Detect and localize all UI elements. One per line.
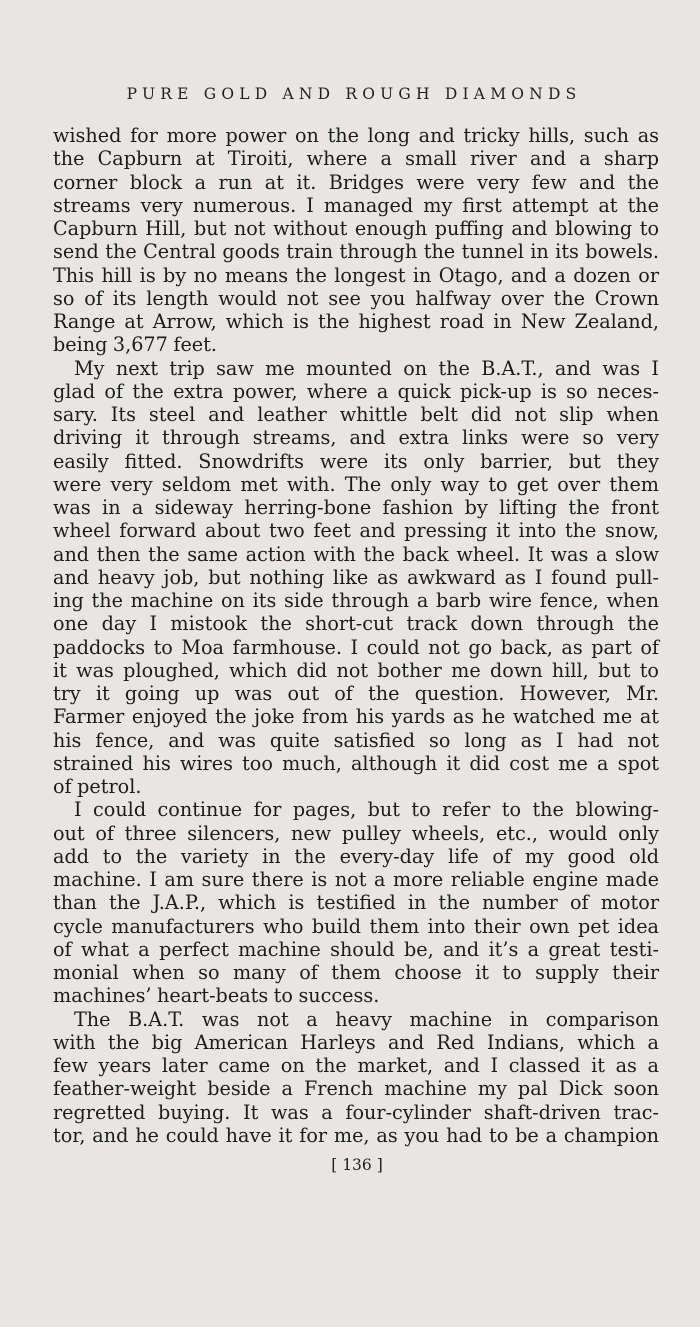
text-line: wheel forward about two feet and pressing it into the snow, bbox=[53, 519, 659, 543]
text-line: This hill is by no means the longest in Otago, and a dozen or bbox=[53, 263, 659, 287]
text-line: the Capburn at Tiroiti, where a small river and a sharp bbox=[53, 147, 659, 171]
text-line: and heavy job, but nothing like as awkward as I found pull- bbox=[53, 565, 659, 589]
text-line: feather-weight beside a French machine my pal Dick soon bbox=[53, 1077, 659, 1101]
text-line: glad of the extra power, where a quick pick-up is so neces- bbox=[53, 379, 659, 403]
text-line: corner block a run at it. Bridges were very few and the bbox=[53, 170, 659, 194]
text-line: send the Central goods train through the tunnel in its bowels. bbox=[53, 240, 659, 264]
text-line: ing the machine on its side through a barb wire fence, when bbox=[53, 589, 659, 612]
text-line: paddocks to Moa farmhouse. I could not go back, as part of bbox=[53, 635, 659, 659]
text-line: monial when so many of them choose it to supply their bbox=[53, 961, 659, 984]
text-line: were very seldom met with. The only way to get over them bbox=[53, 472, 659, 496]
text-line: was in a sideway herring-bone fashion by lifting the front bbox=[53, 496, 659, 519]
text-line: sary. Its steel and leather whittle belt did not slip when bbox=[53, 403, 659, 426]
text-line: few years later came on the market, and I classed it as a bbox=[53, 1054, 659, 1077]
text-line: easily fitted. Snowdrifts were its only barrier, but they bbox=[53, 449, 659, 473]
text-line: I could continue for pages, but to refer to the blowing- bbox=[74, 798, 659, 822]
running-head: PURE GOLD AND ROUGH DIAMONDS bbox=[126, 85, 582, 103]
text-line: cycle manufacturers who build them into their own pet idea bbox=[53, 914, 659, 938]
text-line: tor, and he could have it for me, as you had to be a champion bbox=[53, 1123, 659, 1147]
text-line: machines’ heart-beats to success. bbox=[53, 984, 380, 1008]
text-line: My next trip saw me mounted on the B.A.T., and was I bbox=[74, 356, 659, 380]
page-number: [ 136 ] bbox=[331, 1156, 383, 1174]
text-line: with the big American Harleys and Red Indians, which a bbox=[53, 1030, 659, 1054]
text-line: add to the variety in the every-day life of my good old bbox=[53, 844, 659, 868]
text-line: and then the same action with the back wheel. It was a slow bbox=[53, 542, 659, 566]
body-text bbox=[53, 124, 659, 1147]
text-line: driving it through streams, and extra links were so very bbox=[53, 426, 659, 450]
text-line: of what a perfect machine should be, and it’s a great testi- bbox=[53, 937, 659, 961]
text-line: than the J.A.P., which is testified in the number of motor bbox=[53, 891, 659, 915]
text-line: out of three silencers, new pulley wheels, etc., would only bbox=[53, 821, 659, 845]
text-line: strained his wires too much, although it did cost me a spot bbox=[53, 751, 659, 775]
text-line: Farmer enjoyed the joke from his yards as he watched me at bbox=[53, 705, 659, 729]
text-line: his fence, and was quite satisfied so long as I had not bbox=[53, 728, 659, 752]
text-line: The B.A.T. was not a heavy machine in comparison bbox=[74, 1007, 659, 1031]
text-line: it was ploughed, which did not bother me down hill, but to bbox=[53, 658, 659, 682]
text-line: try it going up was out of the question. However, Mr. bbox=[53, 682, 659, 705]
text-line: so of its length would not see you halfway over the Crown bbox=[53, 286, 659, 310]
text-line: wished for more power on the long and tricky hills, such as bbox=[53, 124, 659, 147]
text-line: being 3,677 feet. bbox=[53, 333, 217, 357]
text-line: of petrol. bbox=[53, 775, 142, 798]
text-line: Range at Arrow, which is the highest road in New Zealand, bbox=[53, 310, 659, 333]
text-line: streams very numerous. I managed my first attempt at the bbox=[53, 193, 659, 217]
text-line: Capburn Hill, but not without enough puffing and blowing to bbox=[53, 217, 659, 240]
text-line: one day I mistook the short-cut track down through the bbox=[53, 612, 659, 636]
text-line: regretted buying. It was a four-cylinder shaft-driven trac- bbox=[53, 1100, 659, 1124]
text-line: machine. I am sure there is not a more reliable engine made bbox=[53, 868, 659, 891]
